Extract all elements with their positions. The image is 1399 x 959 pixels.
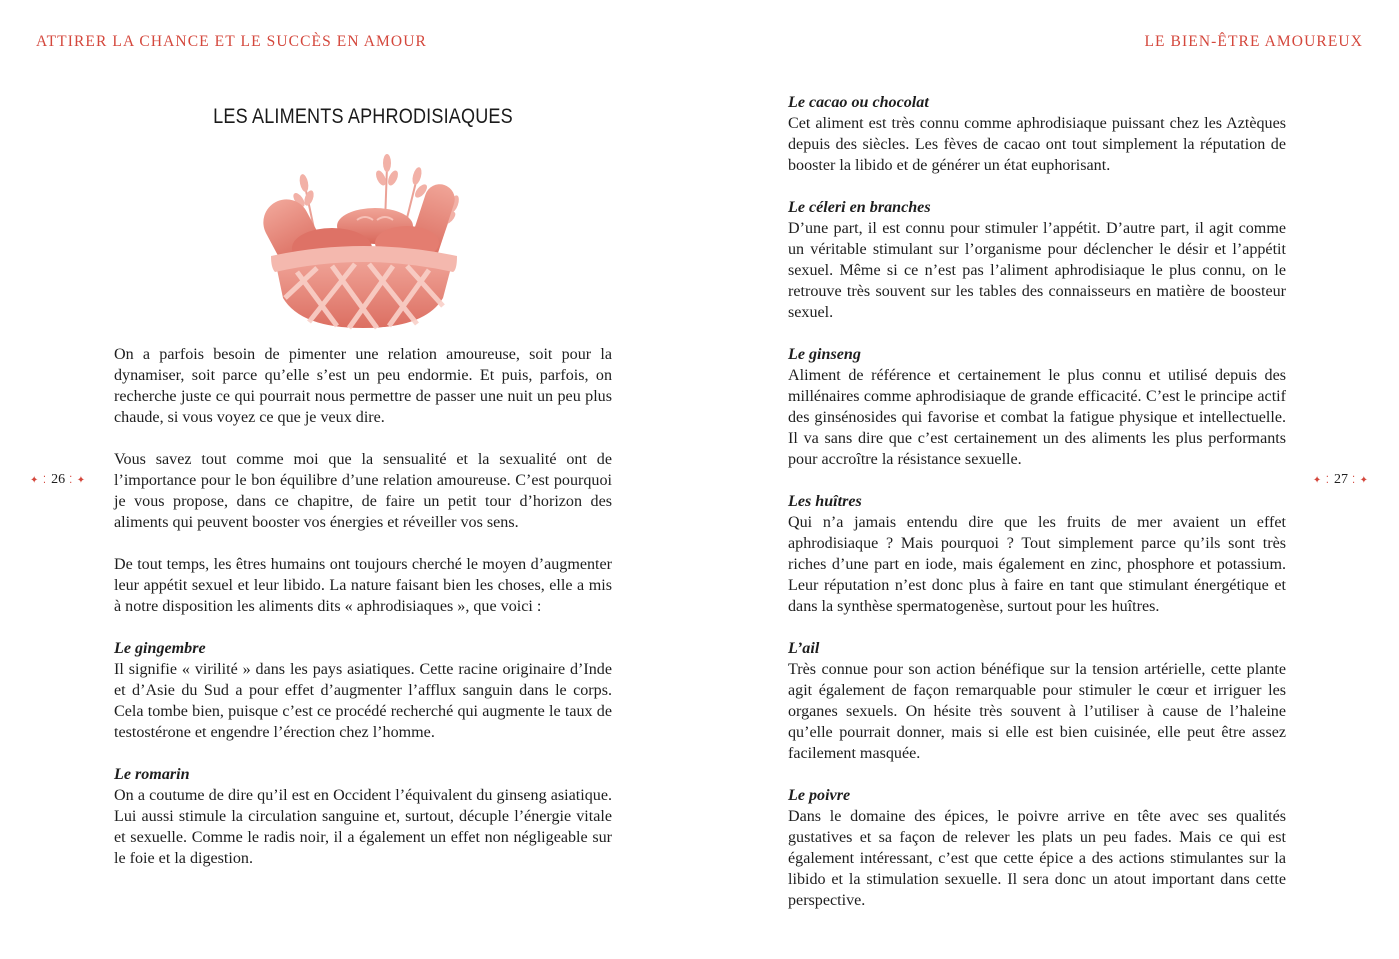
basket-of-bread-and-wheat-icon: [257, 148, 469, 333]
ornament-icon: ⁚ ✦: [1351, 474, 1369, 486]
ornament-icon: ✦ ⁚: [30, 474, 48, 486]
food-entry-gingembre: [114, 638, 612, 743]
food-entry-poivre: [788, 785, 1286, 911]
body-paragraph: Vous savez tout comme moi que la sensualité et la sexualité ont de l’importance pour le bon équilibre d’une relation amoureuse. C’est pourquoi je vous propose, dans ce chapitre, de faire un petit tour d’horizon des aliments qui peuvent booster vos énergies et réveiller vos sens.: [114, 451, 612, 531]
entry-title: Les huîtres: [788, 493, 862, 510]
food-entry-ail: [788, 638, 1286, 764]
entry-title: Le poivre: [788, 787, 851, 804]
running-head-right: LE BIEN-ÊTRE AMOUREUX: [1144, 33, 1363, 50]
running-head-left: ATTIRER LA CHANCE ET LE SUCCÈS EN AMOUR: [36, 33, 427, 50]
right-page-body: [788, 92, 1286, 932]
entry-title: Le cacao ou chocolat: [788, 94, 929, 111]
body-paragraph: De tout temps, les êtres humains ont toujours cherché le moyen d’augmenter leur appétit sexuel et leur libido. La nature faisant bien les choses, elle a mis à notre disposition les aliments dits « aphrodisiaques », que voici :: [114, 556, 612, 615]
entry-body: Aliment de référence et certainement le plus connu et utilisé depuis des millénaires comme aphrodisiaque de grande efficacité. C’est le principe actif des ginsénosides qui favorise et combat la fatigue physique et intellectuelle. Il va sans dire que c’est certainement un des aliments les plus performants pour accroître la résistance sexuelle.: [788, 367, 1286, 468]
food-entry-cacao: [788, 92, 1286, 176]
entry-title: Le gingembre: [114, 640, 206, 657]
entry-title: Le céleri en branches: [788, 199, 931, 216]
body-paragraph: On a parfois besoin de pimenter une relation amoureuse, soit pour la dynamiser, soit parce qu’elle s’est un peu endormie. Et puis, parfois, on recherche juste ce qui pourrait nous permettre de passer une nuit un peu plus chaude, si vous voyez ce que je veux dire.: [114, 346, 612, 426]
entry-body: Cet aliment est très connu comme aphrodisiaque puissant chez les Aztèques depuis des siècles. Les fèves de cacao ont tout simplement la réputation de booster la libido et de générer un état euphorisant.: [788, 115, 1286, 174]
food-entry-ginseng: [788, 344, 1286, 470]
basket-icon: [271, 246, 457, 328]
left-page-body: [114, 344, 612, 890]
entry-title: Le romarin: [114, 766, 190, 783]
entry-title: Le ginseng: [788, 346, 861, 363]
ornament-icon: ✦ ⁚: [1312, 474, 1330, 486]
page-number-right: [1313, 472, 1369, 488]
entry-body: On a coutume de dire qu’il est en Occident l’équivalent du ginseng asiatique. Lui aussi stimule la circulation sanguine et, surtout, décuple l’énergie vitale et sexuelle. Comme le radis noir, il a également un effet non négligeable sur le foie et la digestion.: [114, 787, 612, 867]
food-entry-huitres: [788, 491, 1286, 617]
ornament-icon: ⁚ ✦: [69, 474, 87, 486]
entry-body: Qui n’a jamais entendu dire que les fruits de mer avaient un effet aphrodisiaque ? Mais pourquoi ? Tout simplement parce qu’ils sont très riches d’une part en iode, mais également en zinc, phosphore et potassium. Leur réputation n’est donc plus à faire en tant que stimulant énergétique et dans la synthèse spermatogenèse, surtout pour les huîtres.: [788, 514, 1286, 615]
chapter-title: LES ALIMENTS APHRODISIAQUES: [213, 105, 513, 128]
entry-title: L’ail: [788, 640, 820, 657]
page-number-value: 26: [51, 472, 66, 487]
entry-body: Très connue pour son action bénéfique sur la tension artérielle, cette plante agit également de façon remarquable pour stimuler le cœur et irriguer les organes sexuels. On hésite très souvent à l’utiliser à cause de l’haleine qu’elle pourrait donner, mais si elle est bien cuisinée, elle peut être assez facilement masquée.: [788, 661, 1286, 762]
food-entry-romarin: [114, 764, 612, 869]
entry-body: Dans le domaine des épices, le poivre arrive en tête avec ses qualités gustatives et sa façon de relever les plats un peu fades. Mais ce qui est également intéressant, c’est que cette épice a des actions stimulantes sur la libido et la stimulation sexuelle. Il sera donc un atout important dans cette perspective.: [788, 808, 1286, 909]
entry-body: D’une part, il est connu pour stimuler l’appétit. D’autre part, il agit comme un véritable stimulant sur l’organisme pour déclencher le désir et l’appétit sexuel. Même si ce n’est pas l’aliment aphrodisiaque le plus connu, on le retrouve très souvent sur les tables des connaisseurs en matière de boosteur sexuel.: [788, 220, 1286, 321]
entry-body: Il signifie « virilité » dans les pays asiatiques. Cette racine originaire d’Inde et d’Asie du Sud a pour effet d’augmenter l’afflux sanguin dans le corps. Cela tombe bien, puisque c’est ce procédé recherché qui augmente le taux de testostérone et engendre l’érection chez l’homme.: [114, 661, 612, 741]
food-entry-celeri: [788, 197, 1286, 323]
page-number-value: 27: [1333, 472, 1348, 487]
page-number-left: [30, 472, 86, 488]
